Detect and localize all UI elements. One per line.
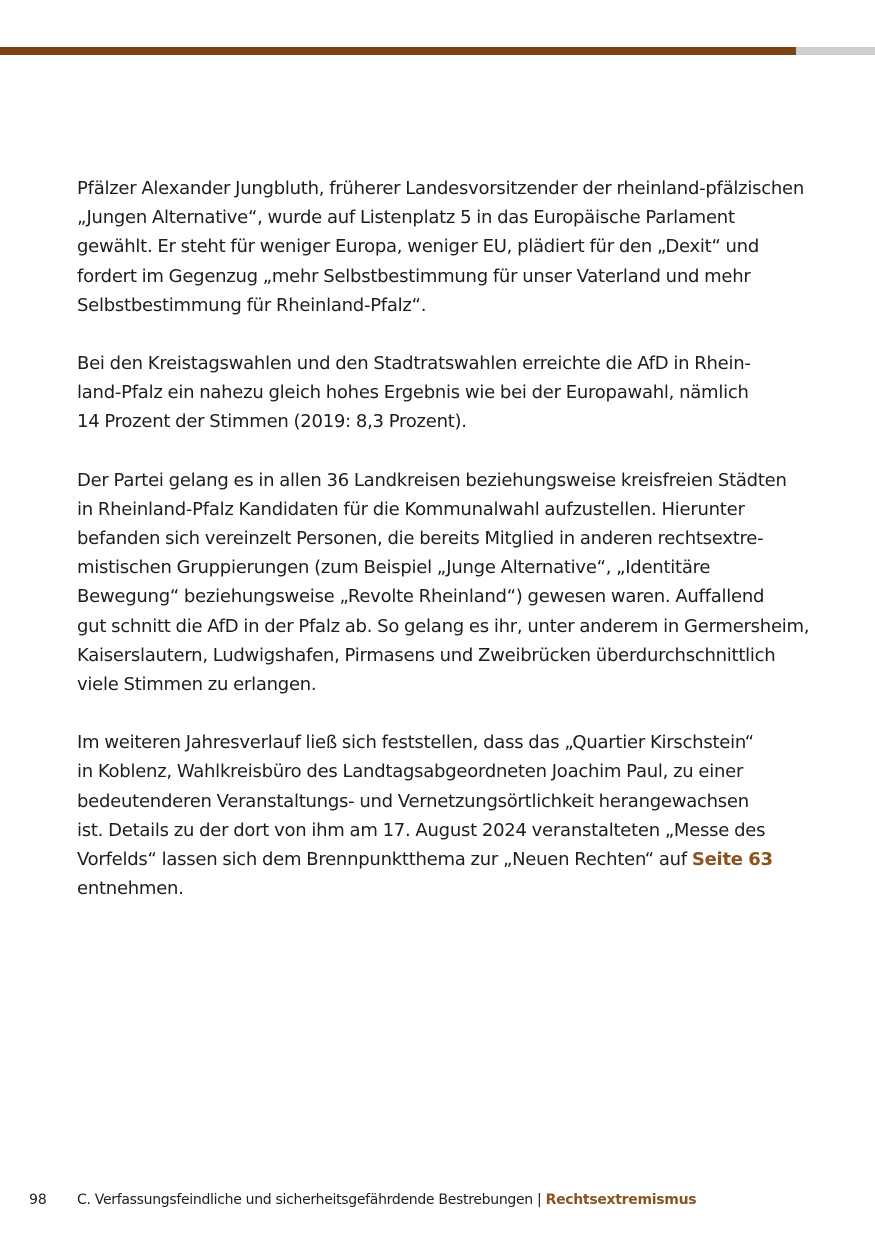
text-line: land-Pfalz ein nahezu gleich hohes Ergebnis wie bei der Europawahl, nämlich [77, 382, 749, 404]
footer-running-title [77, 1189, 696, 1211]
page-reference-link[interactable]: Seite 63 [691, 849, 773, 871]
text-line: 14 Prozent der Stimmen (2019: 8,3 Prozent). [77, 411, 467, 433]
text-line: entnehmen. [77, 878, 184, 900]
page-footer [0, 1189, 875, 1211]
text-line: Kaiserslautern, Ludwigshafen, Pirmasens und Zweibrücken überdurchschnittlich [77, 644, 776, 666]
top-accent-bar [0, 47, 875, 55]
paragraph-4 [77, 728, 807, 903]
text-line: gut schnitt die AfD in der Pfalz ab. So gelang es ihr, unter anderem in Germersheim, [77, 615, 810, 637]
paragraph-3 [77, 466, 810, 700]
text-line: gewählt. Er steht für weniger Europa, weniger EU, plädiert für den „Dexit“ und [77, 236, 760, 258]
top-accent-bar-grey [796, 47, 875, 55]
text-line: bedeutenderen Veranstaltungs- und Vernetzungsörtlichkeit herangewachsen [77, 790, 749, 812]
text-line: in Koblenz, Wahlkreisbüro des Landtagsabgeordneten Joachim Paul, zu einer [77, 761, 744, 783]
text-line-prefix: Vorfelds“ lassen sich dem Brennpunktthema zur „Neuen Rechten“ auf [77, 849, 692, 871]
top-accent-bar-brown [0, 47, 796, 55]
page-number: 98 [29, 1192, 47, 1208]
footer-separator: | [532, 1192, 546, 1208]
text-line: „Jungen Alternative“, wurde auf Listenplatz 5 in das Europäische Parlament [77, 207, 735, 229]
body-text [77, 174, 810, 932]
paragraph-1 [77, 174, 807, 320]
text-line: Selbstbestimmung für Rheinland-Pfalz“. [77, 294, 427, 316]
text-line: Bei den Kreistagswahlen und den Stadtratswahlen erreichte die AfD in Rhein- [77, 353, 751, 375]
text-line: befanden sich vereinzelt Personen, die bereits Mitglied in anderen rechtsextre- [77, 528, 764, 550]
text-line: Pfälzer Alexander Jungbluth, früherer Landesvorsitzender der rheinland-pfälzischen [77, 178, 805, 199]
text-line: in Rheinland-Pfalz Kandidaten für die Kommunalwahl aufzustellen. Hierunter [77, 498, 745, 520]
text-line: Der Partei gelang es in allen 36 Landkreisen beziehungsweise kreisfreien Städten [77, 469, 787, 491]
text-line: ist. Details zu der dort von ihm am 17. August 2024 veranstalteten „Messe des [77, 819, 766, 841]
footer-chapter: C. Verfassungsfeindliche und sicherheitsgefährdende Bestrebungen [77, 1192, 533, 1208]
text-line: Im weiteren Jahresverlauf ließ sich feststellen, dass das „Quartier Kirschstein“ [77, 732, 754, 754]
text-line: Bewegung“ beziehungsweise „Revolte Rheinland“) gewesen waren. Auffallend [77, 586, 765, 608]
text-line: mistischen Gruppierungen (zum Beispiel „Junge Alternative“, „Identitäre [77, 557, 711, 579]
footer-section: Rechtsextremismus [545, 1192, 697, 1208]
text-line: fordert im Gegenzug „mehr Selbstbestimmung für unser Vaterland und mehr [77, 265, 751, 287]
paragraph-2 [77, 349, 807, 437]
text-line-with-link [77, 845, 807, 874]
text-line: viele Stimmen zu erlangen. [77, 674, 317, 696]
